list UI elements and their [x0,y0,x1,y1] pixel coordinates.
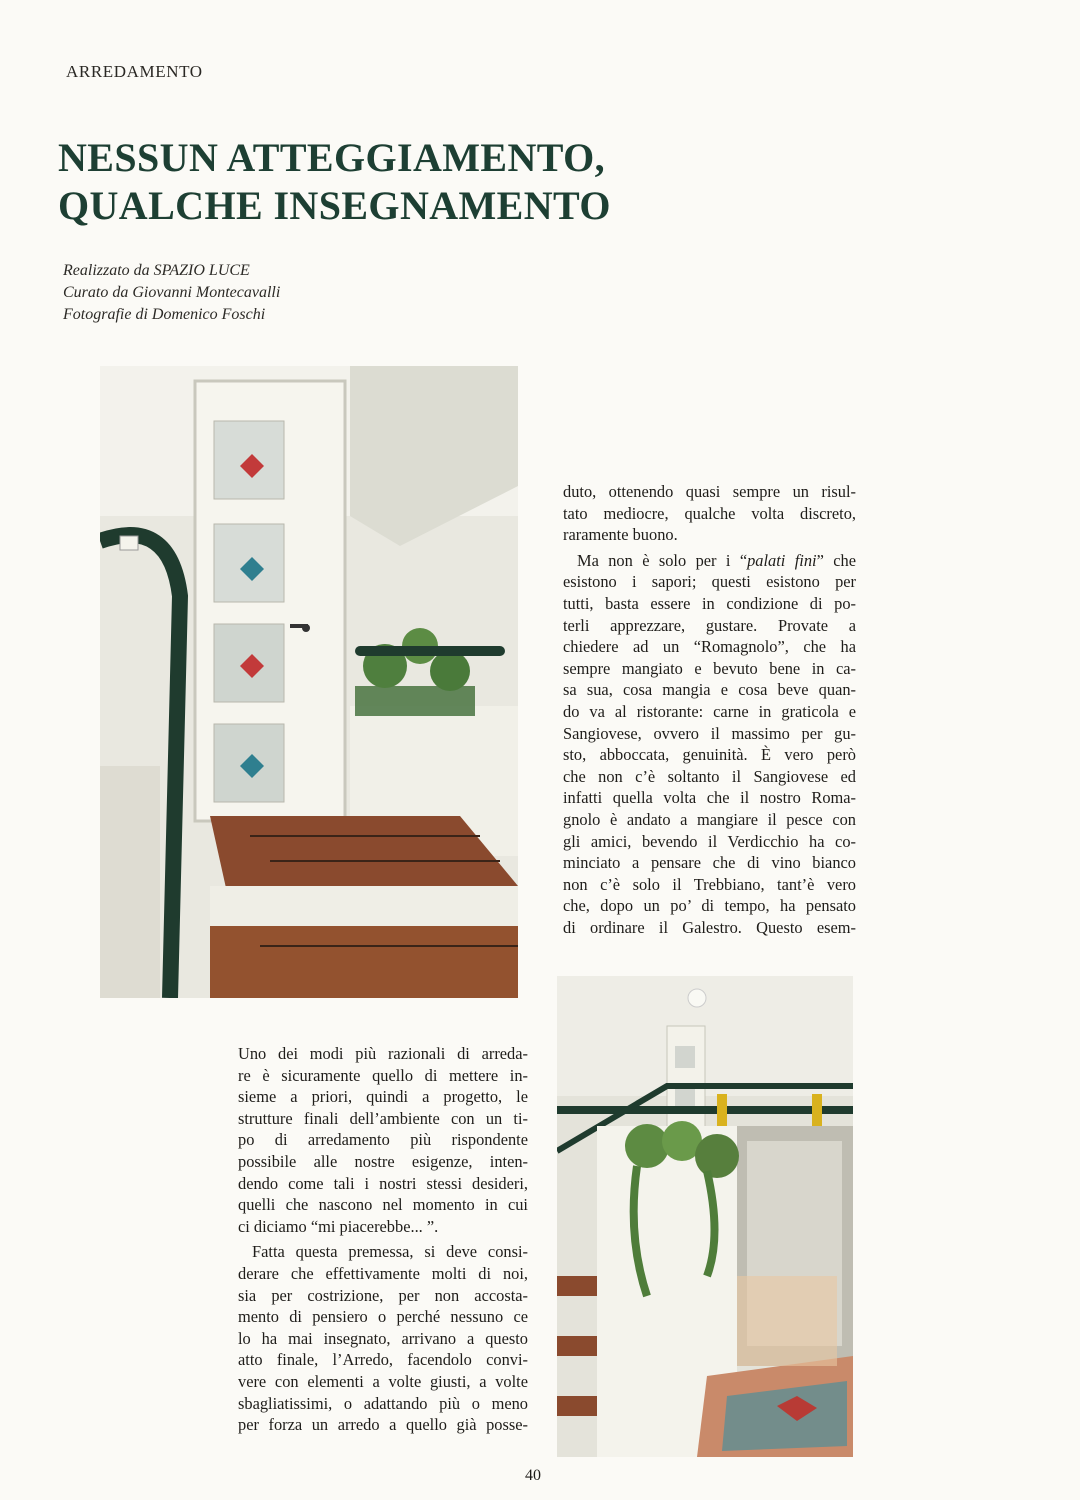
text-column-left [238,1043,528,1436]
photo-stair-door-image [100,366,518,998]
text-line: gli amici, bevendo il Verdicchio ha co- [563,831,856,851]
text-fragment: ” che [816,550,856,570]
text-line: infatti quella volta che il nostro Roma- [563,788,856,808]
text-line: ci diciamo “mi piacerebbe... ”. [238,1216,439,1236]
emphasis-palati-fini: palati fini [747,550,817,570]
text-line: do va al ristorante: carne in graticola e [563,701,856,721]
article-title [58,134,778,230]
credit-realizzato: Realizzato da SPAZIO LUCE [63,262,250,279]
text-line: terli apprezzare, gustare. Provate a [563,615,856,635]
text-line: strutture finali dell’ambiente con un ti- [238,1108,528,1128]
text-line: sa sua, cosa mangia e cosa beve quan- [563,680,856,700]
text-line: quelli che nascono nel momento in cui [238,1195,528,1215]
photo-landing-planter [557,976,853,1457]
text-column-right [563,481,856,938]
text-line: tato mediocre, qualche volta discreto, [563,503,856,523]
text-line: atto finale, l’Arredo, facendolo convi- [238,1350,528,1370]
text-line: sieme a priori, quindi a progetto, le [238,1087,528,1107]
text-line: possibile alle nostre esigenze, inten- [238,1151,528,1171]
text-line: lo ha mai insegnato, arrivano a questo [238,1328,528,1348]
page-number: 40 [525,1467,541,1484]
photo-landing-planter-image [557,976,853,1457]
text-line: Uno dei modi più razionali di arreda- [238,1044,528,1063]
text-line: per forza un arredo a quello già posse- [238,1415,528,1435]
text-line: che non c’è soltanto il Sangiovese ed [563,766,856,786]
section-label: ARREDAMENTO [66,62,203,81]
text-line: sto, abboccata, genuinità. È vero però [563,745,856,765]
text-line: mento di pensiero o perché nessuno ce [238,1307,528,1327]
article-credits [63,260,280,326]
text-line: Ma non è solo per i “palati fini” che [577,550,856,570]
text-line: di ordinare il Galestro. Questo esem- [563,917,856,937]
text-line: Fatta questa premessa, si deve consi- [252,1242,528,1262]
text-line: tutti, basta essere in condizione di po- [563,593,856,613]
text-line: esistono i sapori; questi esistono per [563,572,856,592]
text-line: chiedere ad un “Romagnolo”, che ha [563,637,856,657]
text-line: non c’è solo il Trebbiano, tant’è vero [563,874,856,894]
photo-stair-door [100,366,518,998]
title-line-1: NESSUN ATTEGGIAMENTO, [58,135,606,180]
text-line: sbagliatissimi, o adattando più o meno [238,1393,528,1413]
title-line-2: QUALCHE INSEGNAMENTO [58,183,611,228]
credit-curato: Curato da Giovanni Montecavalli [63,284,281,301]
text-line: dendo come tali i nostri stessi desideri, [238,1173,528,1193]
text-line: sia per costrizione, per non accosta- [238,1285,528,1305]
text-line: minciato a pensare che di vino bianco [563,853,856,873]
text-fragment: Ma non è solo per i [577,550,740,570]
text-line: derare che effettivamente molti di noi, [238,1263,528,1283]
text-line: Sangiovese, ovvero il massimo per gu- [563,723,856,743]
credit-fotografie: Fotografie di Domenico Foschi [63,306,266,323]
text-line: vere con elementi a volte giusti, a volte [238,1371,528,1391]
text-line: che, dopo un po’ di tempo, ha pensato [563,896,856,916]
text-line: re è sicuramente quello di mettere in- [238,1065,528,1085]
text-line: gnolo è andato a mangiare il pesce con [563,809,856,829]
text-line: raramente buono. [563,525,678,545]
text-line: po di arredamento più rispondente [238,1130,528,1150]
text-line: duto, ottenendo quasi sempre un risul- [563,482,856,501]
text-line: sempre mangiato e bevuto bene in ca- [563,658,856,678]
